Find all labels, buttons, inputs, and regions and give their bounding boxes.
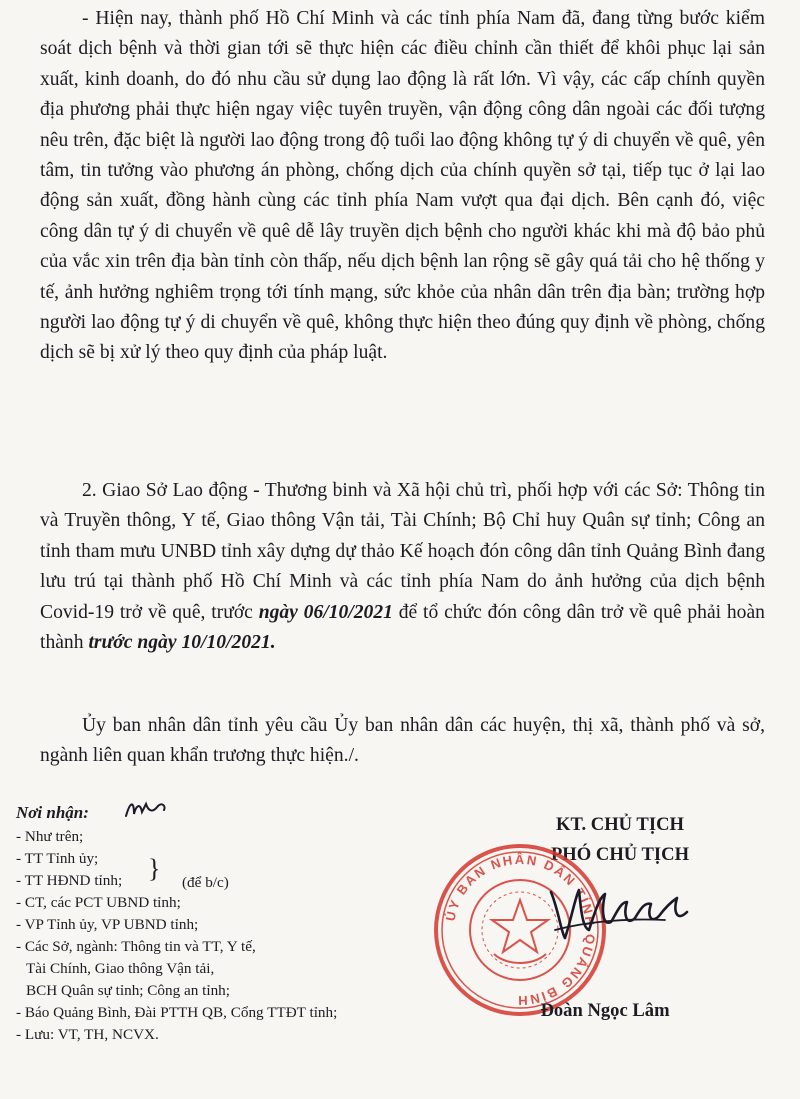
brace-icon: } bbox=[148, 854, 161, 883]
recipient-line: - VP Tỉnh ủy, VP UBND tỉnh; bbox=[16, 916, 199, 933]
signer-name: Đoàn Ngọc Lâm bbox=[540, 1000, 670, 1021]
recipient-line: - Báo Quảng Bình, Đài PTTH QB, Cổng TTĐT tỉnh; bbox=[16, 1004, 338, 1021]
recipient-line: - TT Tỉnh ủy; bbox=[16, 850, 99, 867]
recipient-line: - Như trên; bbox=[16, 828, 84, 845]
recipient-line: Tài Chính, Giao thông Vận tải, bbox=[26, 960, 215, 977]
recipient-line: - CT, các PCT UBND tỉnh; bbox=[16, 894, 181, 911]
report-note: (để b/c) bbox=[182, 874, 229, 891]
deadline-date-1: ngày 06/10/2021 bbox=[258, 601, 393, 623]
recipients-list bbox=[16, 800, 456, 1046]
paragraph-text: 2. Giao Sở Lao động - Thương binh và Xã hội chủ trì, phối hợp với các Sở: Thông tin và Truyền thông, Y tế, Giao thông Vận tải, Tài Chính; Bộ Chỉ huy Quân sự tỉnh; Công an tỉnh tham mưu UNBD tỉnh xây dựng dự thảo Kế hoạch đón công dân tỉnh Quảng Bình đang lưu trú tại thành phố Hồ Chí Minh và các tỉnh phía Nam do ảnh hưởng của dịch bệnh Covid-19 trở về quê, trước bbox=[40, 480, 765, 623]
recipient-line: BCH Quân sự tỉnh; Công an tỉnh; bbox=[26, 982, 230, 999]
recipient-line: - Lưu: VT, TH, NCVX. bbox=[16, 1026, 159, 1043]
recipient-line: - Các Sở, ngành: Thông tin và TT, Y tế, bbox=[16, 938, 256, 955]
seal-text: ỦY BAN NHÂN DÂN TỈNH QUẢNG BÌNH bbox=[442, 851, 599, 1009]
deadline-date-2: trước ngày 10/10/2021. bbox=[88, 632, 276, 654]
initials-mark-icon bbox=[122, 796, 170, 824]
paragraph-request-implementation: Ủy ban nhân dân tỉnh yêu cầu Ủy ban nhân dân các huyện, thị xã, thành phố và sở, ngành liên quan khẩn trương thực hiện./. bbox=[40, 715, 765, 767]
signer-title-line1: KT. CHỦ TỊCH bbox=[556, 814, 684, 835]
paragraph-assignment-labor-department bbox=[40, 476, 765, 658]
paragraph-ho-chi-minh-situation: - Hiện nay, thành phố Hồ Chí Minh và các tỉnh phía Nam đã, đang từng bước kiểm soát dịch bệnh và thời gian tới sẽ thực hiện các điều chỉnh cần thiết để khôi phục lại sản xuất, kinh doanh, do đó nhu cầu sử dụng lao động là rất lớn. Vì vậy, các cấp chính quyền địa phương phải thực hiện ngay việc tuyên truyền, vận động công dân ngoài các đối tượng nêu trên, đặc biệt là người lao động trong độ tuổi lao động không tự ý di chuyển về quê, yên tâm, tin tưởng vào phương án phòng, chống dịch của chính quyền sở tại, tiếp tục ở lại lao động sản xuất, đồng hành cùng các tỉnh phía Nam vượt qua đại dịch. Bên cạnh đó, việc công dân tự ý di chuyển về quê dễ lây truyền dịch bệnh cho người khác khi mà độ bảo phủ của vắc xin trên địa bàn tỉnh còn thấp, nếu dịch bệnh lan rộng sẽ gây quá tải cho hệ thống y tế, ảnh hưởng nghiêm trọng tới tính mạng, sức khỏe của nhân dân trên địa bàn; trường hợp người lao động tự ý di chuyển về quê, không thực hiện theo đúng quy định về phòng, chống dịch sẽ bị xử lý theo quy định của pháp luật. bbox=[40, 8, 765, 364]
handwritten-signature-icon bbox=[545, 872, 695, 952]
paragraph-text: để tổ chức đón công dân trở về quê phải hoàn thành bbox=[40, 601, 765, 654]
recipients-heading: Nơi nhận: bbox=[16, 803, 89, 822]
signer-title-line2: PHÓ CHỦ TỊCH bbox=[550, 844, 690, 865]
recipient-line: - TT HĐND tỉnh; bbox=[16, 872, 123, 889]
